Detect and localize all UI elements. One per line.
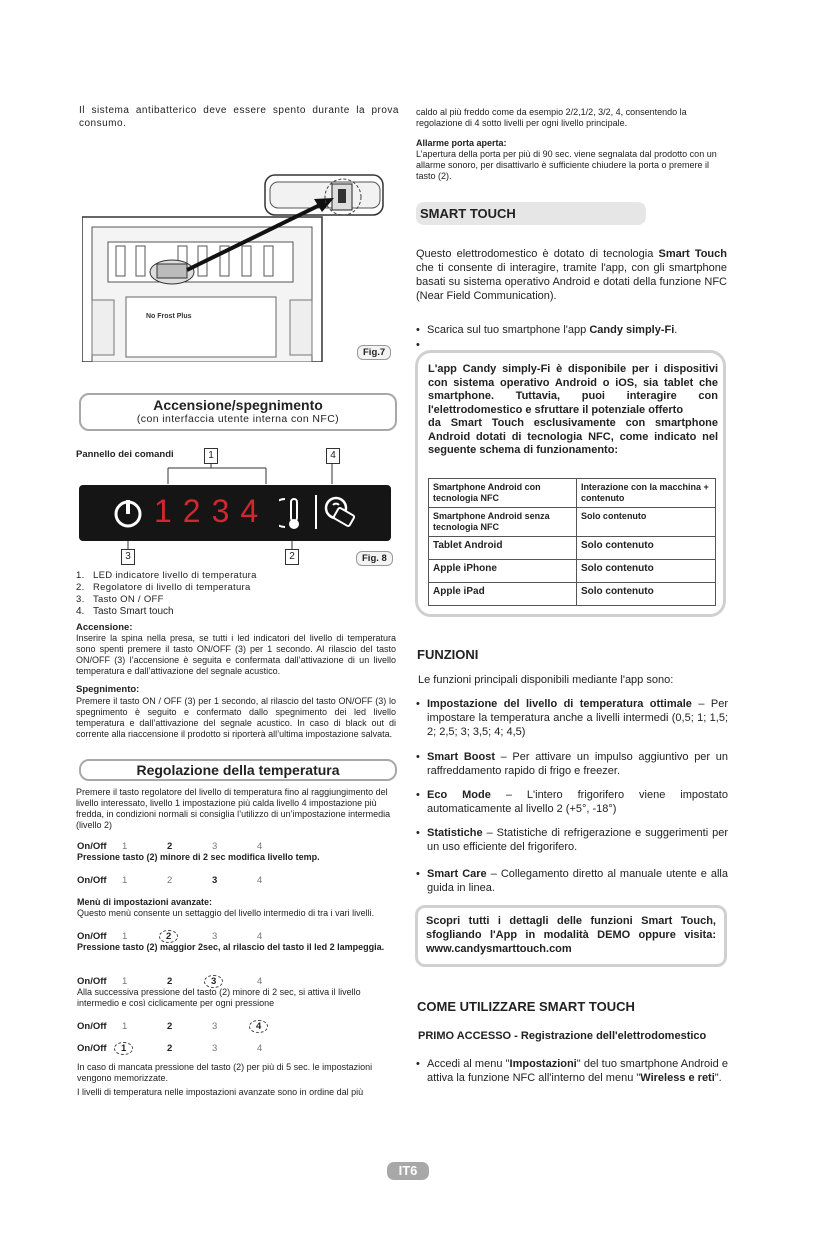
bullet-empty: • <box>416 339 420 351</box>
fridge-illustration <box>82 172 398 362</box>
fridge-brand-label: No Frost Plus <box>146 313 192 320</box>
bullet-download-app: • Scarica sul tuo smartphone l'app Candy simply-Fi. <box>416 324 678 336</box>
menu-avanzato-title: Menù di impostazioni avanzate: <box>77 897 213 907</box>
fig8-label: Fig. 8 <box>356 551 393 566</box>
fig7-label: Fig.7 <box>357 345 391 360</box>
panel-callout-2: 2 <box>285 549 299 565</box>
on-off-subtitle: (con interfaccia utente interna con NFC) <box>136 413 340 425</box>
accensione-title: Accensione: <box>76 622 133 633</box>
scopri-text: Scopri tutti i dettagli delle funzioni Smart Touch, sfogliando l'App in modalità DEMO oppure visita: www.candysmarttouch.com <box>426 915 716 955</box>
control-panel-display <box>79 485 391 541</box>
menu-avanzato-text: Questo menù consente un settaggio del livello intermedio di tra i vari livelli. <box>77 908 375 918</box>
panel-callout-4: 4 <box>326 448 340 464</box>
funzioni-intro: Le funzioni principali disponibili mediante l'app sono: <box>418 674 674 686</box>
level-row: On/Off 1 2 3 4 <box>77 976 263 987</box>
level-row: On/Off 1 2 3 4 <box>77 875 263 886</box>
panel-legend <box>76 570 396 618</box>
smart-touch-nfc-icon <box>323 495 359 531</box>
page-number: IT6 <box>387 1162 429 1180</box>
funzione-item: • Eco Mode – L'intero frigorifero viene impostato automaticamente al livello 2 (+5°, -18°) <box>416 789 728 815</box>
pressione-breve: Pressione tasto (2) minore di 2 sec modifica livello temp. <box>77 852 320 862</box>
panel-callout-lines-bottom <box>120 541 300 553</box>
legend-item: 4. Tasto Smart touch <box>76 606 174 617</box>
continued-text: caldo al più freddo come da esempio 2/2,1/2, 3/2, 4, consentendo la regolazione di 4 sotto livelli per ogni livello principale. <box>416 107 687 128</box>
legend-item: 1. LED indicatore livello di temperatura <box>76 570 257 581</box>
panel-label: Pannello dei comandi <box>76 449 174 460</box>
nfc-info-text: L'app Candy simply-Fi è disponibile per i dispositivi con sistema operativo Android o iOS, sia tablet che smartphone. Tuttavia, puoi interagire con l'elettrodomestico e sfruttare il potenziale offerto da Smart Touch esclusivamente con smartphone Android dotati di tecnologia NFC, come indicato nel seguente schema di funzionamento: <box>428 363 718 456</box>
nfc-info-box <box>415 350 726 617</box>
on-off-heading <box>79 393 397 431</box>
led-level-3: 3 <box>211 493 231 529</box>
funzione-item: • Impostazione del livello di temperatura ottimale – Per impostare la temperatura anche a livelli intermedi (0,5; 1; 1,5; 2; 2,5; 3; 3,5; 4; 4,5) <box>416 698 728 738</box>
table-row: Tablet Android Solo contenuto <box>429 537 716 560</box>
thermometer-icon <box>279 493 309 533</box>
accensione-text: Inserire la spina nella presa, se tutti i led indicatori del livello di temperatura sono spenti premere il tasto ON/OFF (3) per 1 secondo. Al rilascio del tasto ON/OFF (3) l’accensione è seguita e confermata dall’attivazione di un livello temperatura e dall’attivazione del segnale acustico. <box>76 633 396 676</box>
allarme-text: L’apertura della porta per più di 90 sec. viene segnalata dal prodotto con un allarme sonoro, per disattivarlo è sufficiente chiudere la porta o premere il tasto (2). <box>416 149 717 181</box>
temperature-level-leds <box>149 493 264 530</box>
come-utilizzare-heading: COME UTILIZZARE SMART TOUCH <box>417 999 635 1014</box>
regolazione-heading: Regolazione della temperatura <box>79 759 397 781</box>
smart-touch-heading: SMART TOUCH <box>416 202 646 225</box>
intro-text: Il sistema antibatterico deve essere spento durante la prova consumo. <box>79 105 399 129</box>
led-level-1: 1 <box>154 493 173 529</box>
panel-callout-lines <box>120 462 350 486</box>
mancata-pressione: In caso di mancata pressione del tasto (2) per più di 5 sec. le impostazioni vengono memorizzate. <box>77 1062 373 1083</box>
on-off-title: Accensione/spegnimento <box>153 397 323 413</box>
regolazione-text: Premere il tasto regolatore del livello di temperatura fino al raggiungimento del livello interessato, livello 1 impostazione più calda livello 4 impostazione più fredda, in condizioni normali si consiglia l’utilizzo di un’impostazione intermedia (livello 2) <box>76 787 391 830</box>
table-row: Apple iPhone Solo contenuto <box>429 560 716 583</box>
spegnimento-text: Premere il tasto ON / OFF (3) per 1 secondo, al rilascio del tasto ON/OFF (3) lo spegnimento è seguito e confermato dallo spegnimento dei led livello temperatura e dall’attivazione del segnale acustico. In caso di black out di corrente alla riaccensione il prodotto si riporterà all’ultima impostazione salvata. <box>76 696 396 739</box>
level-row: On/Off 1 2 3 4 <box>77 931 263 942</box>
panel-divider <box>315 495 317 529</box>
pressione-successiva: Alla successiva pressione del tasto (2) minore di 2 sec, si attiva il livello intermedio e così ciclicamente per ogni pressione <box>77 987 361 1008</box>
spegnimento-title: Spegnimento: <box>76 684 140 695</box>
funzione-item: • Statistiche – Statistiche di refrigerazione e suggerimenti per un uso efficiente del frigorifero. <box>416 827 728 853</box>
panel-callout-1: 1 <box>204 448 218 464</box>
pressione-lunga: Pressione tasto (2) maggior 2sec, al rilascio del tasto il led 2 lampeggia. <box>77 942 385 952</box>
legend-item: 3. Tasto ON / OFF <box>76 594 164 605</box>
level-row: On/Off 1 2 3 4 <box>77 1043 263 1054</box>
level-row: On/Off 1 2 3 4 <box>77 1021 377 1035</box>
level-row: On/Off 1 2 3 4 <box>77 841 263 852</box>
scopri-box <box>415 905 727 967</box>
funzione-item: • Smart Boost – Per attivare un impulso aggiuntivo per un raffreddamento rapido di frigo e freezer. <box>416 751 728 777</box>
table-row: Smartphone Android senza tecnologia NFC Solo contenuto <box>429 508 716 537</box>
legend-item: 2. Regolatore di livello di temperatura <box>76 582 251 593</box>
led-level-2: 2 <box>182 493 202 529</box>
table-row: Smartphone Android con tecnologia NFC Interazione con la macchina + contenuto <box>429 479 716 508</box>
smart-touch-intro: Questo elettrodomestico è dotato di tecnologia Smart Touch che ti consente di interagire, tramite l'app, con gli smartphone basati su sistema operativo Android e dotati della funzione NFC (Near Field Communication). <box>416 248 727 302</box>
nfc-compatibility-table <box>428 478 716 606</box>
primo-accesso-bullet: • Accedi al menu "Impostazioni" del tuo smartphone Android e attiva la funzione NFC all'interno del menu "Wireless e reti". <box>416 1058 728 1084</box>
figure-7 <box>82 172 398 362</box>
funzioni-heading: FUNZIONI <box>417 647 479 662</box>
funzione-item: • Smart Care – Collegamento diretto al manuale utente e alla guida in linea. <box>416 868 728 894</box>
panel-callout-3: 3 <box>121 549 135 565</box>
primo-accesso-title: PRIMO ACCESSO - Registrazione dell'elettrodomestico <box>418 1030 707 1042</box>
table-row: Apple iPad Solo contenuto <box>429 583 716 606</box>
led-level-4: 4 <box>240 493 260 529</box>
power-icon <box>113 497 143 529</box>
allarme-title: Allarme porta aperta: <box>416 138 507 148</box>
livelli-text: I livelli di temperatura nelle impostazioni avanzate sono in ordine dal più <box>77 1087 364 1097</box>
